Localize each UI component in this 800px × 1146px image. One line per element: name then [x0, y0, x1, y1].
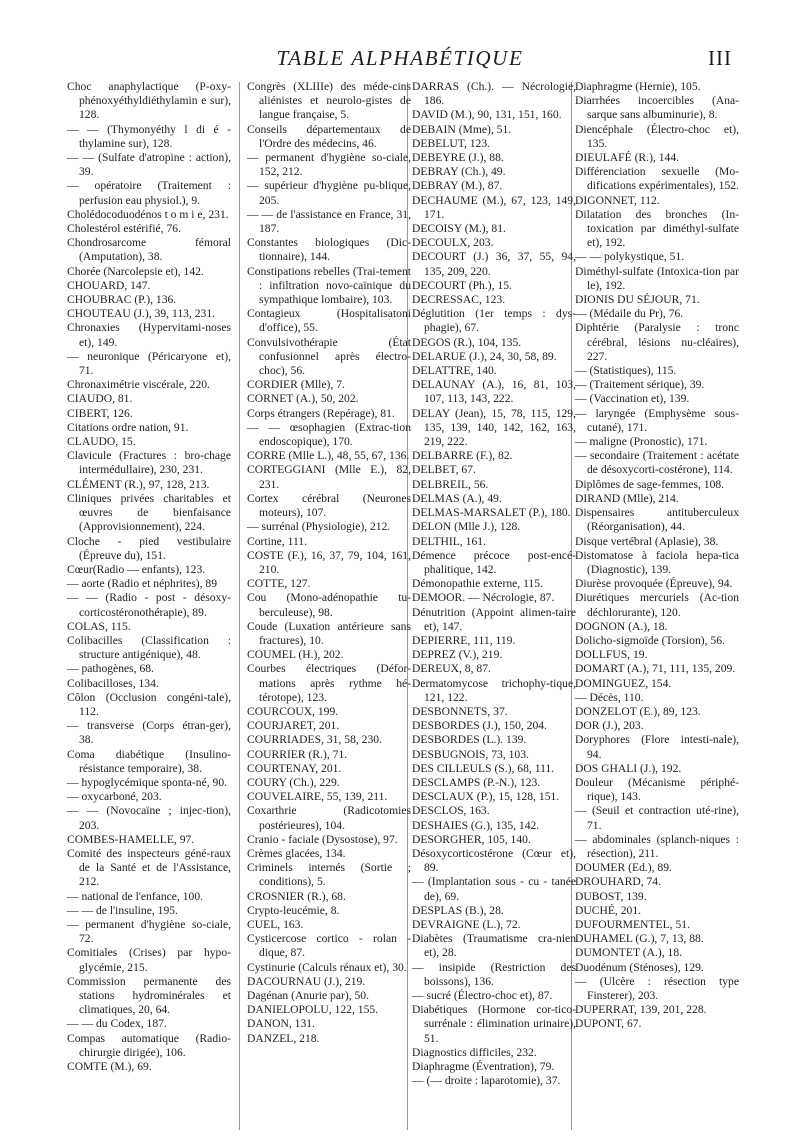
index-entry: DESPLAS (B.), 28.	[412, 903, 504, 917]
index-entry: Chondrosarcome fémoral (Amputation), 38.	[67, 236, 231, 264]
index-entry: — opératoire (Traitement : perfusion eau physiol.), 9.	[67, 179, 231, 207]
index-entry: Compas automatique (Radio-chirurgie dirigée), 106.	[67, 1031, 231, 1059]
index-entry: DAVID (M.), 90, 131, 151, 160.	[412, 108, 562, 122]
index-entry: — maligne (Pronostic), 171.	[575, 435, 708, 449]
index-entry: Désoxycorticostérone (Cœur et), 89.	[412, 846, 576, 875]
index-entry: DEREUX, 8, 87.	[412, 662, 491, 676]
index-entry: DEBRAY (M.), 87.	[412, 179, 503, 193]
index-entry: Cliniques privées charitables et œuvres de bienfaisance (Approvisionnement), 224.	[67, 491, 231, 534]
index-entry: Courbes électriques (Défor-mations après rythme hé-térotope), 123.	[247, 662, 411, 704]
index-entry: Duodénum (Sténoses), 129.	[575, 960, 704, 974]
index-entry: DROUHARD, 74.	[575, 875, 661, 889]
index-entry: DEPREZ (V.), 219.	[412, 648, 503, 662]
index-entry: DESBORDES (L.). 139.	[412, 733, 527, 747]
column-divider	[239, 82, 240, 1130]
index-entry: Disque vertébral (Aplasie), 38.	[575, 534, 719, 548]
index-entry: DESBUGNOIS, 73, 103.	[412, 747, 529, 761]
index-entry: Congrès (XLIIIe) des méde-cins aliénistes et neurolo-gistes de langue française, 5.	[247, 80, 411, 122]
index-entry: CHOUBRAC (P.), 136.	[67, 293, 177, 307]
index-entry: DIGONNET, 112.	[575, 193, 660, 207]
index-entry: Démonopathie externe, 115.	[412, 577, 543, 591]
index-entry: Diaphragme (Hernie), 105.	[575, 80, 701, 93]
index-entry: DELON (Mlle J.), 128.	[412, 520, 521, 534]
index-entry: Coma diabétique (Insulino-résistance temporaire), 38.	[67, 747, 231, 775]
index-entry: — — œsophagien (Extrac-tion endoscopique), 170.	[247, 420, 411, 449]
index-entry: DUBOST, 139.	[575, 889, 647, 903]
index-entry: — permanent d'hygiène so-ciale, 152, 212.	[247, 151, 411, 179]
index-entry: COURTENAY, 201.	[247, 761, 342, 775]
index-entry: DOMINGUEZ, 154.	[575, 676, 672, 690]
index-entry: DECOISY (M.), 81.	[412, 222, 506, 236]
index-entry: COLAS, 115.	[67, 619, 131, 633]
index-entry: Distomatose à faciola hepa-tica (Diagnostic), 139.	[575, 548, 739, 576]
index-column-1	[67, 80, 231, 1074]
index-entry: DESBORDES (J.), 150, 204.	[412, 719, 547, 733]
index-entry: Coxarthrie (Radicotomies postérieures), 104.	[247, 804, 411, 832]
index-entry: — hypoglycémique sponta-né, 90.	[67, 775, 228, 789]
index-entry: Cloche - pied vestibulaire (Épreuve du), 151.	[67, 534, 231, 562]
index-entry: CIBERT, 126.	[67, 406, 133, 420]
index-entry: DOS GHALI (J.), 192.	[575, 761, 682, 775]
index-entry: — (Vaccination et), 139.	[575, 392, 690, 406]
index-entry: Dénutrition (Appoint alimen-taire et), 147.	[412, 605, 576, 633]
index-entry: Démence précoce post-encé-phalitique, 142.	[412, 548, 576, 576]
index-entry: COURJARET, 201.	[247, 719, 340, 733]
index-entry: Diaphragme (Éventration), 79.	[412, 1060, 555, 1074]
index-entry: Contagieux (Hospitalisatoni d'office), 55.	[247, 307, 411, 335]
index-entry: Diphtérie (Paralysie : tronc cérébral, lésions nu-cléaires), 227.	[575, 321, 739, 363]
index-entry: — (Médaile du Pr), 76.	[575, 307, 684, 321]
index-entry: COUMEL (H.), 202.	[247, 648, 344, 662]
index-entry: DANON, 131.	[247, 1017, 315, 1031]
index-entry: DIONIS DU SÉJOUR, 71.	[575, 293, 700, 307]
index-entry: DELATTRE, 140.	[412, 364, 497, 378]
index-entry: CLÉMENT (R.), 97, 128, 213.	[67, 477, 210, 491]
index-entry: Colibacilloses, 134.	[67, 676, 159, 690]
index-entry: Chronaximétrie viscérale, 220.	[67, 378, 210, 392]
index-entry: Cysticercose cortico - rolan - dique, 87.	[247, 932, 411, 960]
index-entry: Diabètes (Traumatisme cra-nien et), 28.	[412, 932, 576, 960]
index-entry: Cortex cérébral (Neurones moteurs), 107.	[247, 491, 411, 520]
index-entry: Cortine, 111.	[247, 534, 308, 548]
index-entry: CORDIER (Mlle), 7.	[247, 378, 345, 392]
index-entry: DOUMER (Ed.), 89.	[575, 861, 672, 875]
index-entry: DECOULX, 203.	[412, 236, 494, 250]
index-entry: CHOUARD, 147.	[67, 278, 151, 292]
index-entry: Corps étrangers (Repérage), 81.	[247, 406, 395, 420]
index-entry: Dermatomycose trichophy-tique, 121, 122.	[412, 676, 576, 704]
index-entry: DUPONT, 67.	[575, 1017, 642, 1031]
index-entry: CORTEGGIANI (Mlle E.), 82, 231.	[247, 463, 411, 491]
index-entry: Diurèse provoquée (Épreuve), 94.	[575, 577, 733, 591]
index-entry: Constantes biologiques (Dic-tionnaire), 144.	[247, 236, 411, 264]
index-entry: Choc anaphylactique (P-oxy-phénoxyéthyldiéthylamin e sur), 128.	[67, 80, 231, 122]
index-entry: Déglutition (1er temps : dys-phagie), 67.	[412, 307, 576, 335]
index-entry: — permanent d'hygiène so-ciale, 72.	[67, 917, 231, 946]
index-entry: DEVRAIGNE (L.), 72.	[412, 917, 521, 931]
index-entry: DESBONNETS, 37.	[412, 704, 508, 718]
index-entry: DESCLAMPS (P.-N.), 123.	[412, 775, 541, 789]
index-entry: Diplômes de sage-femmes, 108.	[575, 477, 725, 491]
index-entry: COURCOUX, 199.	[247, 704, 339, 718]
index-entry: Chorée (Narcolepsie et), 142.	[67, 264, 204, 278]
index-entry: Doryphores (Flore intesti-nale), 94.	[575, 733, 739, 761]
index-entry: Convulsivothérapie (État confusionnel après électro-choc), 56.	[247, 335, 411, 378]
index-entry: — abdominales (splanch-niques : résection), 211.	[575, 832, 739, 860]
index-entry: DELARUE (J.), 24, 30, 58, 89.	[412, 349, 557, 363]
index-entry: DOGNON (A.), 18.	[575, 619, 668, 633]
index-entry: COURRIER (R.), 71.	[247, 747, 348, 761]
index-entry: Dilatation des bronches (In-toxication par diméthyl-sulfate et), 192.	[575, 207, 739, 250]
index-entry: CUEL, 163.	[247, 917, 304, 931]
page-header	[0, 44, 800, 76]
index-entry: — transverse (Corps étran-ger), 38.	[67, 719, 231, 747]
index-entry: COSTE (F.), 16, 37, 79, 104, 161, 210.	[247, 548, 411, 576]
index-entry: DOMART (A.), 71, 111, 135, 209.	[575, 662, 736, 676]
index-entry: COURRIADES, 31, 58, 230.	[247, 733, 382, 747]
index-entry: Coude (Luxation antérieure sans fractures), 10.	[247, 619, 411, 647]
page-title: TABLE ALPHABÉTIQUE	[276, 46, 524, 70]
index-entry: Diarrhées incoercibles (Ana-sarque sans albuminurie), 8.	[575, 94, 739, 122]
index-entry: Diméthyl-sulfate (Intoxica-tion par le), 192.	[575, 264, 739, 292]
index-columns	[67, 80, 737, 1140]
index-entry: DUHAMEL (G.), 7, 13, 88.	[575, 932, 704, 946]
index-entry: DEPIERRE, 111, 119.	[412, 633, 516, 647]
index-entry: DESCLOS, 163.	[412, 804, 490, 818]
index-entry: Dolicho-sigmoïde (Torsion), 56.	[575, 633, 725, 647]
index-entry: — surrénal (Physiologie), 212.	[247, 520, 391, 534]
index-entry: Différenciation sexuelle (Mo-difications expérimentales), 152.	[575, 165, 739, 193]
index-entry: COTTE, 127.	[247, 577, 311, 591]
index-entry: DELBET, 67.	[412, 463, 476, 477]
index-entry: Cystinurie (Calculs rénaux et), 30.	[247, 960, 407, 974]
index-entry: Crèmes glacées, 134.	[247, 846, 346, 860]
index-entry: Comité des inspecteurs géné-raux de la Santé et de l'Assistance, 212.	[67, 846, 231, 889]
index-entry: — supérieur d'hygiène pu-blique, 205.	[247, 179, 411, 207]
index-entry: Cranio - faciale (Dysostose), 97.	[247, 832, 398, 846]
index-entry: — — du Codex, 187.	[67, 1017, 167, 1031]
index-entry: DELAY (Jean), 15, 78, 115, 129, 135, 139, 140, 142, 162, 163, 219, 222.	[412, 406, 576, 449]
index-entry: Comitiales (Crises) par hypo-glycémie, 215.	[67, 946, 231, 974]
index-entry: DUCHÉ, 201.	[575, 903, 642, 917]
index-entry: — (Implantation sous - cu - tanée de), 69.	[412, 875, 576, 903]
index-entry: DONZELOT (E.), 89, 123.	[575, 704, 701, 718]
index-entry: Cœur(Radio — enfants), 123.	[67, 562, 206, 576]
index-entry: DESORGHER, 105, 140.	[412, 832, 531, 846]
index-entry: DUPERRAT, 139, 201, 228.	[575, 1003, 707, 1017]
index-entry: — aorte (Radio et néphrites), 89	[67, 577, 218, 591]
index-entry: CORRE (Mlle L.), 48, 55, 67, 136.	[247, 449, 410, 463]
index-entry: — — (Sulfate d'atropine : action), 39.	[67, 151, 231, 179]
index-entry: — neuronique (Péricaryone et), 71.	[67, 349, 231, 378]
index-entry: DEBELUT, 123.	[412, 136, 491, 150]
index-entry: Colibacilles (Classification : structure antigénique), 48.	[67, 633, 231, 662]
index-entry: Douleur (Mécanisme périphé-rique), 143.	[575, 775, 739, 804]
index-entry: CORNET (A.), 50, 202.	[247, 392, 359, 406]
index-entry: COUVELAIRE, 55, 139, 211.	[247, 790, 388, 804]
index-entry: DECRESSAC, 123.	[412, 293, 506, 307]
index-entry: Diabétiques (Hormone cor-tico-surrénale : élimination urinaire), 51.	[412, 1003, 576, 1045]
index-entry: COURY (Ch.), 229.	[247, 775, 340, 789]
index-entry: COMBES-HAMELLE, 97.	[67, 832, 195, 846]
index-entry: Côlon (Occlusion congéni-tale), 112.	[67, 690, 231, 718]
index-entry: — — (Novocaïne ; injec-tion), 203.	[67, 804, 231, 832]
index-entry: — oxycarboné, 203.	[67, 790, 162, 804]
index-entry: — — de l'insuline, 195.	[67, 903, 178, 917]
index-entry: DELMAS-MARSALET (P.), 180.	[412, 506, 571, 520]
index-entry: — secondaire (Traitement : acétate de désoxycorti-costérone), 114.	[575, 449, 739, 477]
index-entry: DIRAND (Mlle), 214.	[575, 491, 679, 505]
index-entry: — national de l'enfance, 100.	[67, 889, 204, 903]
index-entry: DELMAS (A.), 49.	[412, 491, 502, 505]
index-entry: Crypto-leucémie, 8.	[247, 903, 340, 917]
index-entry: DECHAUME (M.), 67, 123, 149, 171.	[412, 193, 576, 221]
index-entry: DANIELOPOLU, 122, 155.	[247, 1003, 379, 1017]
index-entry: DESHAIES (G.), 135, 142.	[412, 818, 540, 832]
index-entry: Diurétiques mercuriels (Ac-tion déchlorurante), 120.	[575, 591, 739, 619]
index-entry: DEMOOR. — Nécrologie, 87.	[412, 591, 555, 605]
index-entry: — sucré (Électro-choc et), 87.	[412, 989, 553, 1002]
index-entry: DEBEYRE (J.), 88.	[412, 151, 504, 165]
index-entry: DUMONTET (A.), 18.	[575, 946, 683, 960]
index-entry: CIAUDO, 81.	[67, 392, 133, 406]
index-entry: — — polykystique, 51.	[575, 250, 685, 264]
index-entry: DELBARRE (F.), 82.	[412, 449, 513, 463]
index-entry: — insipide (Restriction des boissons), 136.	[412, 960, 576, 988]
index-entry: DESCLAUX (P.), 15, 128, 151.	[412, 790, 560, 804]
index-entry: Commission permanente des stations hydrominérales et climatiques, 20, 64.	[67, 974, 231, 1017]
index-entry: — pathogènes, 68.	[67, 662, 154, 676]
index-entry: Citations ordre nation, 91.	[67, 420, 189, 434]
index-entry: DECOURT (Ph.), 15.	[412, 278, 512, 292]
index-entry: Dispensaires antituberculeux (Réorganisation), 44.	[575, 506, 739, 534]
index-entry: DES CILLEULS (S.), 68, 111.	[412, 761, 555, 775]
index-entry: DEGOS (R.), 104, 135.	[412, 335, 522, 349]
index-entry: CHOUTEAU (J.), 39, 113, 231.	[67, 307, 216, 321]
index-entry: COMTE (M.), 69.	[67, 1060, 152, 1074]
index-column-2	[247, 80, 411, 1046]
index-entry: Cou (Mono-adénopathie tu-berculeuse), 98.	[247, 591, 411, 619]
index-entry: — (Traitement sérique), 39.	[575, 378, 705, 392]
index-entry: DARRAS (Ch.). — Nécrologie, 186.	[412, 80, 576, 108]
index-entry: — Décès, 110.	[575, 690, 644, 704]
index-entry: Cholestérol estérifié, 76.	[67, 222, 181, 236]
index-entry: CROSNIER (R.), 68.	[247, 889, 346, 903]
index-entry: DEBAIN (Mme), 51.	[412, 122, 512, 136]
index-entry: DELAUNAY (A.), 16, 81, 103, 107, 113, 143, 222.	[412, 378, 576, 406]
index-entry: — — (Thymonyéthy l di é - thylamine sur), 128.	[67, 122, 231, 150]
index-entry: Chronaxies (Hypervitami-noses et), 149.	[67, 321, 231, 349]
index-column-4	[575, 80, 739, 1032]
index-entry: DACOURNAU (J.), 219.	[247, 974, 366, 988]
index-entry: Conseils départementaux de l'Ordre des médecins, 46.	[247, 122, 411, 150]
index-entry: Criminels internés (Sortie ; conditions), 5.	[247, 861, 411, 889]
index-entry: DOLLFUS, 19.	[575, 648, 648, 662]
index-entry: — (Ulcère : résection type Finsterer), 203.	[575, 974, 739, 1002]
page-number: III	[708, 46, 732, 70]
index-entry: Dagénan (Anurie par), 50.	[247, 989, 370, 1002]
index-entry: DOR (J.), 203.	[575, 719, 644, 733]
index-entry: — (Statistiques), 115.	[575, 364, 677, 378]
index-entry: DUFOURMENTEL, 51.	[575, 917, 690, 931]
index-entry: DELTHIL, 161.	[412, 534, 486, 548]
index-entry: DEBRAY (Ch.), 49.	[412, 165, 506, 179]
index-entry: DELBREIL, 56.	[412, 477, 489, 491]
index-entry: — — de l'assistance en France, 31, 187.	[247, 207, 411, 236]
index-entry: DIEULAFÉ (R.), 144.	[575, 151, 680, 165]
index-entry: CLAUDO, 15.	[67, 435, 136, 449]
index-entry: Cholédocoduodénos t o m i e, 231.	[67, 207, 229, 221]
index-entry: Constipations rebelles (Trai-tement : infiltration novo-caïnique du sympathique lombaire), 103.	[247, 264, 411, 307]
index-entry: — (Seuil et contraction uté-rine), 71.	[575, 804, 739, 832]
index-entry: Clavicule (Fractures : bro-chage intermédullaire), 230, 231.	[67, 449, 231, 477]
index-entry: — (— droite : laparotomie), 37.	[412, 1074, 561, 1088]
index-entry: DECOURT (J.) 36, 37, 55, 94, 135, 209, 220.	[412, 250, 576, 278]
index-entry: DANZEL, 218.	[247, 1031, 320, 1045]
index-column-3	[412, 80, 576, 1088]
index-entry: Diencéphale (Électro-choc et), 135.	[575, 122, 739, 150]
index-entry: — laryngée (Emphysème sous-cutané), 171.	[575, 406, 739, 434]
index-entry: — — (Radio - post - désoxy-corticostéronothérapie), 89.	[67, 591, 231, 619]
index-entry: Diagnostics difficiles, 232.	[412, 1045, 537, 1059]
